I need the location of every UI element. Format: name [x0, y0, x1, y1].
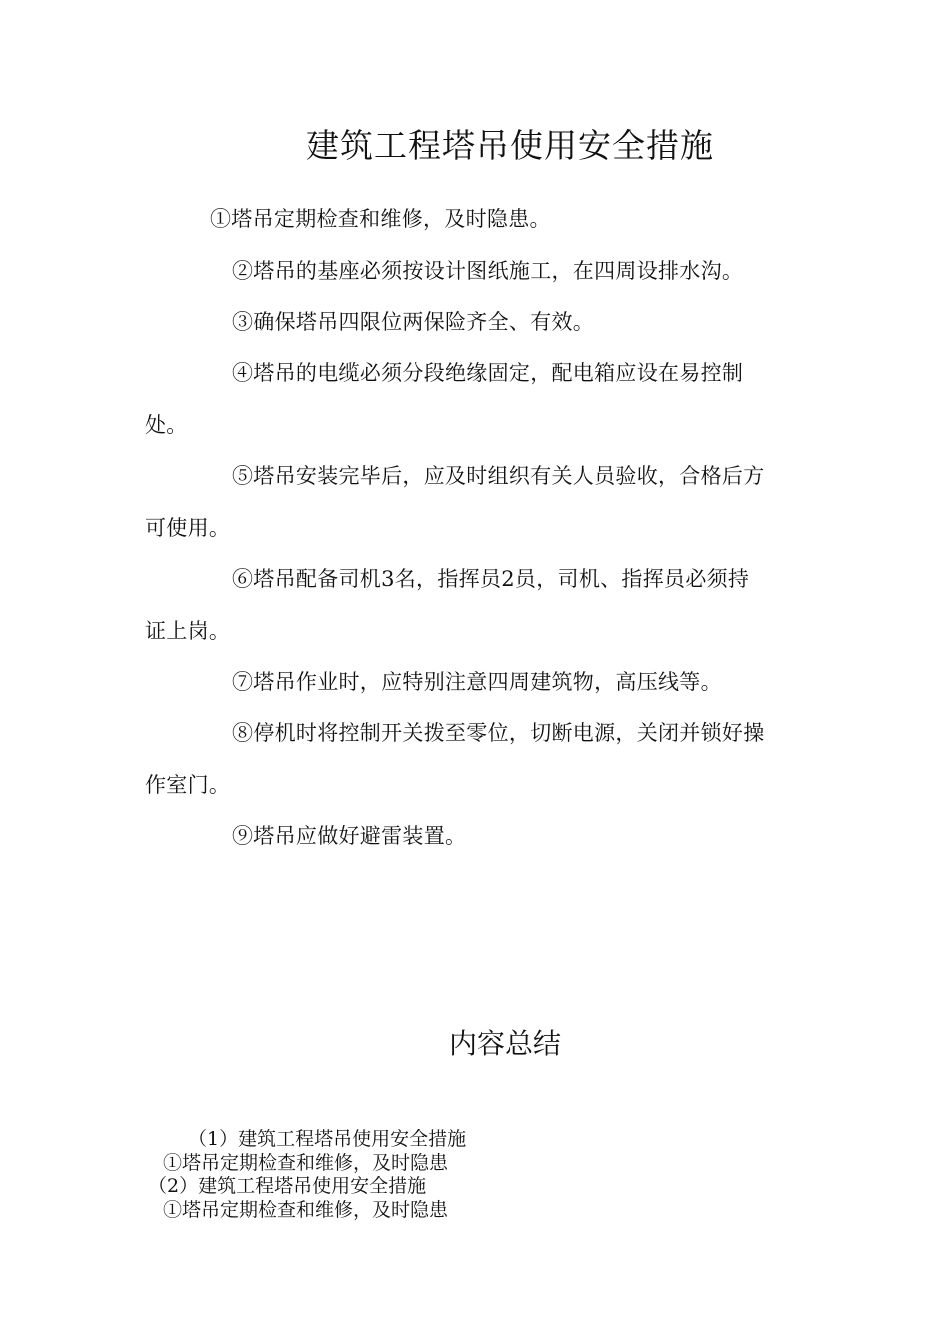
- paragraph-6-line-2: 证上岗。: [145, 619, 231, 643]
- summary-line-4: ①塔吊定期检查和维修，及时隐患: [163, 1199, 449, 1221]
- summary-title: 内容总结: [448, 1027, 561, 1060]
- paragraph-6-line-1: ⑥塔吊配备司机3名，指挥员2员，司机、指挥员必须持: [232, 567, 750, 591]
- paragraph-7: ⑦塔吊作业时，应特别注意四周建筑物，高压线等。: [232, 670, 722, 694]
- summary-line-2: ①塔吊定期检查和维修，及时隐患: [163, 1152, 449, 1174]
- paragraph-4-line-2: 处。: [145, 413, 188, 437]
- paragraph-3: ③确保塔吊四限位两保险齐全、有效。: [232, 310, 595, 334]
- paragraph-2: ②塔吊的基座必须按设计图纸施工，在四周设排水沟。: [232, 259, 744, 283]
- summary-line-3: （2）建筑工程塔吊使用安全措施: [148, 1175, 427, 1197]
- paragraph-9: ⑨塔吊应做好避雷装置。: [232, 824, 467, 848]
- paragraph-5-line-1: ⑤塔吊安装完毕后，应及时组织有关人员验收，合格后方: [232, 464, 765, 488]
- paragraph-4-line-1: ④塔吊的电缆必须分段绝缘固定，配电箱应设在易控制: [232, 361, 744, 385]
- summary-line-1: （1）建筑工程塔吊使用安全措施: [188, 1128, 467, 1150]
- paragraph-1: ①塔吊定期检查和维修，及时隐患。: [210, 207, 551, 231]
- paragraph-5-line-2: 可使用。: [145, 516, 231, 540]
- paragraph-8-line-2: 作室门。: [145, 773, 231, 797]
- paragraph-8-line-1: ⑧停机时将控制开关拨至零位，切断电源，关闭并锁好操: [232, 721, 765, 745]
- document-title: 建筑工程塔吊使用安全措施: [306, 126, 714, 165]
